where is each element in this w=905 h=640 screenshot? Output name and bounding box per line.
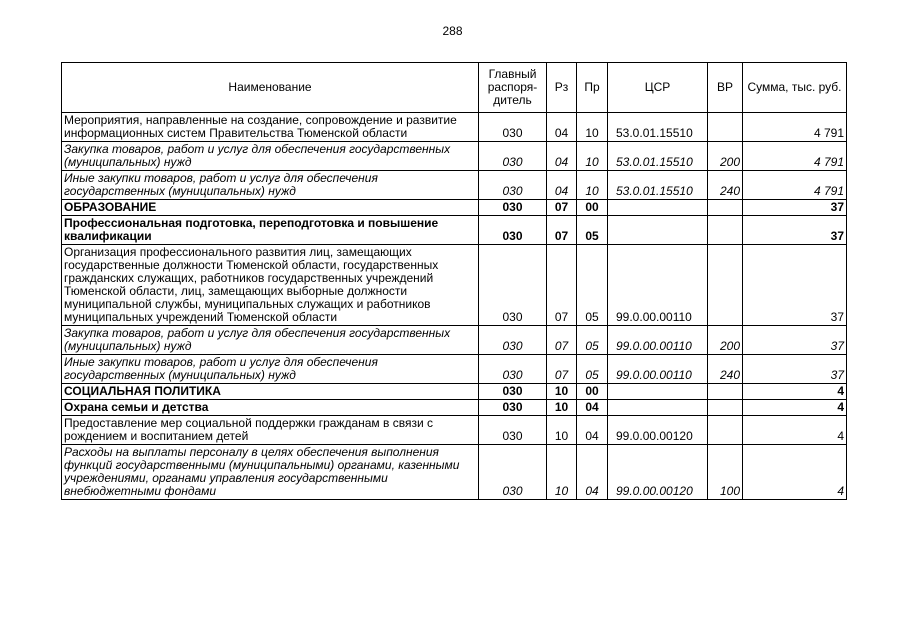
- budget-table: [61, 62, 847, 500]
- header-subsection: Пр: [577, 63, 608, 113]
- cell-chief-manager: 030: [479, 216, 547, 245]
- cell-expense-type: [708, 416, 743, 445]
- cell-name: Организация профессионального развития лиц, замещающих государственные должности Тюменской области, государственных гражданских служащих, работников государственных учреждений Тюменской области, лиц, замещающих выборные должности муниципальной службы, муниципальных служащих и работников муниципальных учреждений Тюменской области: [62, 245, 479, 326]
- table-row: [62, 416, 847, 445]
- table-row: [62, 326, 847, 355]
- cell-expense-type: 100: [708, 445, 743, 500]
- cell-name: Профессиональная подготовка, переподготовка и повышение квалификации: [62, 216, 479, 245]
- cell-section: 07: [547, 326, 577, 355]
- cell-section: 07: [547, 245, 577, 326]
- header-section: Рз: [547, 63, 577, 113]
- cell-amount: 37: [743, 216, 847, 245]
- cell-target-article: 53.0.01.15510: [608, 142, 708, 171]
- cell-amount: 4 791: [743, 142, 847, 171]
- cell-chief-manager: 030: [479, 113, 547, 142]
- cell-expense-type: [708, 200, 743, 216]
- table-row: [62, 245, 847, 326]
- cell-subsection: 05: [577, 355, 608, 384]
- cell-section: 10: [547, 400, 577, 416]
- table-row: [62, 171, 847, 200]
- cell-expense-type: 200: [708, 142, 743, 171]
- page-number: 288: [442, 24, 463, 38]
- cell-target-article: [608, 216, 708, 245]
- cell-chief-manager: 030: [479, 445, 547, 500]
- cell-chief-manager: 030: [479, 142, 547, 171]
- cell-amount: 37: [743, 200, 847, 216]
- cell-name: Иные закупки товаров, работ и услуг для обеспечения государственных (муниципальных) нужд: [62, 171, 479, 200]
- cell-amount: 4 791: [743, 113, 847, 142]
- cell-subsection: 00: [577, 384, 608, 400]
- cell-amount: 4: [743, 445, 847, 500]
- cell-target-article: 99.0.00.00110: [608, 326, 708, 355]
- cell-expense-type: 240: [708, 171, 743, 200]
- cell-section: 10: [547, 384, 577, 400]
- cell-target-article: 53.0.01.15510: [608, 171, 708, 200]
- cell-subsection: 05: [577, 326, 608, 355]
- cell-chief-manager: 030: [479, 200, 547, 216]
- cell-target-article: 99.0.00.00110: [608, 355, 708, 384]
- cell-expense-type: [708, 400, 743, 416]
- cell-amount: 37: [743, 326, 847, 355]
- cell-section: 04: [547, 171, 577, 200]
- cell-section: 07: [547, 200, 577, 216]
- cell-target-article: [608, 200, 708, 216]
- cell-section: 10: [547, 445, 577, 500]
- table-header-row: [62, 63, 847, 113]
- table-row: [62, 384, 847, 400]
- cell-section: 04: [547, 113, 577, 142]
- cell-name: СОЦИАЛЬНАЯ ПОЛИТИКА: [62, 384, 479, 400]
- cell-name: Охрана семьи и детства: [62, 400, 479, 416]
- cell-chief-manager: 030: [479, 171, 547, 200]
- cell-amount: 37: [743, 355, 847, 384]
- header-expense-type: ВР: [708, 63, 743, 113]
- cell-name: Закупка товаров, работ и услуг для обеспечения государственных (муниципальных) нужд: [62, 326, 479, 355]
- cell-subsection: 05: [577, 245, 608, 326]
- cell-target-article: 99.0.00.00120: [608, 416, 708, 445]
- cell-name: ОБРАЗОВАНИЕ: [62, 200, 479, 216]
- cell-amount: 4: [743, 384, 847, 400]
- table-row: [62, 216, 847, 245]
- table-row: [62, 200, 847, 216]
- cell-amount: 4: [743, 400, 847, 416]
- table-row: [62, 445, 847, 500]
- cell-chief-manager: 030: [479, 416, 547, 445]
- cell-name: Иные закупки товаров, работ и услуг для обеспечения государственных (муниципальных) нужд: [62, 355, 479, 384]
- cell-expense-type: 200: [708, 326, 743, 355]
- cell-amount: 4 791: [743, 171, 847, 200]
- cell-expense-type: [708, 384, 743, 400]
- header-target-article: ЦСР: [608, 63, 708, 113]
- cell-subsection: 00: [577, 200, 608, 216]
- cell-subsection: 04: [577, 445, 608, 500]
- cell-subsection: 10: [577, 171, 608, 200]
- cell-name: Расходы на выплаты персоналу в целях обеспечения выполнения функций государственными (муниципальными) органами, казенными учреждениями, органами управления государственными внебюджетными фондами: [62, 445, 479, 500]
- table-row: [62, 400, 847, 416]
- cell-chief-manager: 030: [479, 326, 547, 355]
- cell-subsection: 04: [577, 416, 608, 445]
- header-name: Наименование: [62, 63, 479, 113]
- cell-name: Мероприятия, направленные на создание, сопровождение и развитие информационных систем Правительства Тюменской области: [62, 113, 479, 142]
- cell-name: Предоставление мер социальной поддержки гражданам в связи с рождением и воспитанием детей: [62, 416, 479, 445]
- cell-target-article: [608, 400, 708, 416]
- cell-target-article: 99.0.00.00110: [608, 245, 708, 326]
- cell-subsection: 05: [577, 216, 608, 245]
- header-chief-manager: Главный распоря-дитель: [479, 63, 547, 113]
- cell-expense-type: [708, 216, 743, 245]
- cell-target-article: 99.0.00.00120: [608, 445, 708, 500]
- cell-chief-manager: 030: [479, 245, 547, 326]
- cell-section: 07: [547, 355, 577, 384]
- cell-name: Закупка товаров, работ и услуг для обеспечения государственных (муниципальных) нужд: [62, 142, 479, 171]
- cell-amount: 37: [743, 245, 847, 326]
- cell-chief-manager: 030: [479, 384, 547, 400]
- header-amount: Сумма, тыс. руб.: [743, 63, 847, 113]
- cell-subsection: 04: [577, 400, 608, 416]
- cell-expense-type: [708, 245, 743, 326]
- cell-expense-type: 240: [708, 355, 743, 384]
- cell-chief-manager: 030: [479, 400, 547, 416]
- cell-section: 04: [547, 142, 577, 171]
- cell-target-article: 53.0.01.15510: [608, 113, 708, 142]
- cell-chief-manager: 030: [479, 355, 547, 384]
- cell-target-article: [608, 384, 708, 400]
- cell-section: 07: [547, 216, 577, 245]
- cell-expense-type: [708, 113, 743, 142]
- cell-subsection: 10: [577, 142, 608, 171]
- cell-amount: 4: [743, 416, 847, 445]
- cell-section: 10: [547, 416, 577, 445]
- table-row: [62, 142, 847, 171]
- cell-subsection: 10: [577, 113, 608, 142]
- table-row: [62, 113, 847, 142]
- table-row: [62, 355, 847, 384]
